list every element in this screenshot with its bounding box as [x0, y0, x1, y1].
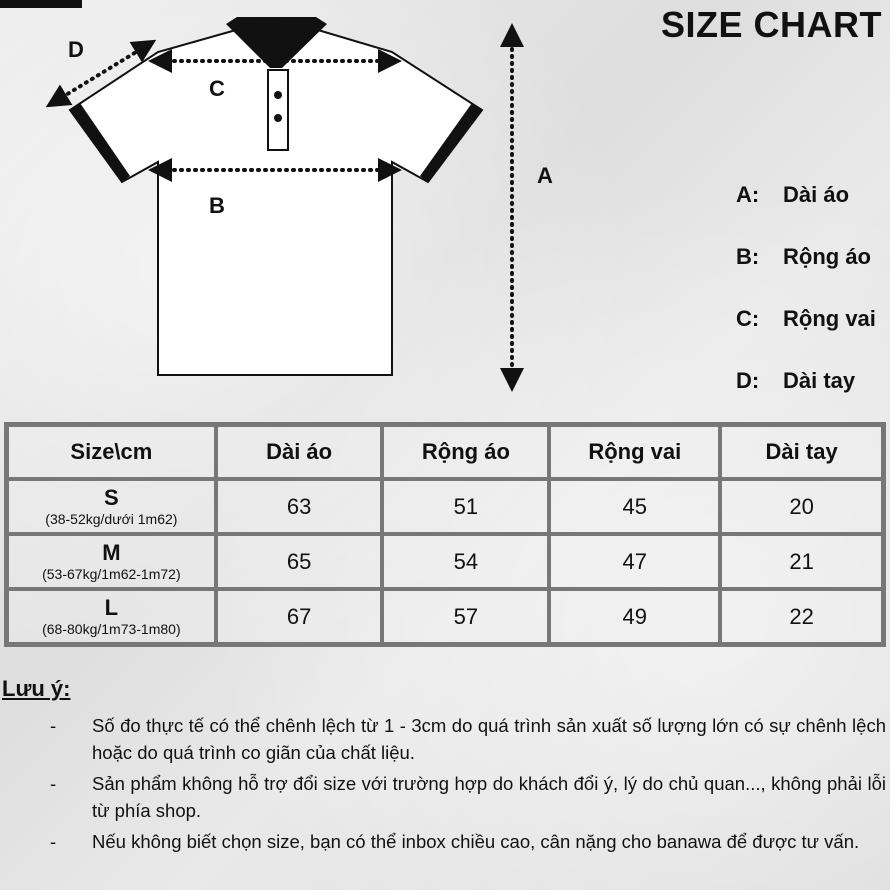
legend-key: B:: [736, 244, 760, 269]
list-item: [46, 712, 886, 766]
size-name: M: [102, 540, 121, 565]
table-cell: 57: [382, 589, 549, 644]
table-cell: 65: [216, 534, 383, 589]
table-cell: 49: [549, 589, 720, 644]
bullet-dash: -: [50, 773, 57, 794]
dim-label-a: A: [537, 163, 553, 188]
legend-label: Dài tay: [783, 368, 856, 393]
size-name: S: [104, 485, 119, 510]
bullet-dash: -: [50, 831, 57, 852]
legend-label: Rộng vai: [783, 306, 876, 331]
note-text: Sản phẩm không hỗ trợ đổi size với trường hợp do khách đổi ý, lý do chủ quan..., không phải lỗi từ phía shop.: [92, 773, 886, 821]
dim-label-b: B: [209, 193, 225, 218]
table-cell: 47: [549, 534, 720, 589]
note-text: Nếu không biết chọn size, bạn có thể inbox chiều cao, cân nặng cho banawa để được tư vấn.: [92, 831, 860, 852]
table-cell: 20: [720, 479, 883, 534]
list-item: [46, 770, 886, 824]
legend-item-d: [736, 350, 876, 412]
table-row: [7, 534, 883, 589]
legend-item-a: [736, 164, 876, 226]
table-cell: 51: [382, 479, 549, 534]
bullet-dash: -: [50, 715, 57, 736]
size-cell: [7, 534, 216, 589]
size-name: L: [104, 595, 119, 620]
button-bottom: [274, 114, 282, 122]
column-header-size: Size\cm: [7, 425, 216, 479]
table-cell: 45: [549, 479, 720, 534]
column-header-body-length: Dài áo: [216, 425, 383, 479]
legend-label: Rộng áo: [783, 244, 871, 269]
size-cell: [7, 479, 216, 534]
polo-shirt-diagram: [0, 0, 560, 400]
table-cell: 22: [720, 589, 883, 644]
table-cell: 54: [382, 534, 549, 589]
size-table: [4, 422, 886, 647]
table-row: [7, 589, 883, 644]
size-range: (53-67kg/1m62-1m72): [42, 566, 181, 582]
table-cell: 63: [216, 479, 383, 534]
legend-key: D:: [736, 368, 760, 393]
list-item: [46, 828, 886, 855]
button-top: [274, 91, 282, 99]
notes-title: Lưu ý:: [2, 676, 71, 701]
legend-key: C:: [736, 306, 760, 331]
legend-item-b: [736, 226, 876, 288]
table-cell: 21: [720, 534, 883, 589]
column-header-sleeve-length: Dài tay: [720, 425, 883, 479]
table-cell: 67: [216, 589, 383, 644]
page-title: SIZE CHART: [661, 4, 882, 45]
column-header-chest-width: Rộng áo: [382, 425, 549, 479]
legend-key: A:: [736, 182, 760, 207]
measurement-legend: [736, 164, 876, 412]
placket: [268, 70, 288, 150]
table-row: [7, 479, 883, 534]
table-header-row: [7, 425, 883, 479]
legend-label: Dài áo: [783, 182, 850, 207]
dim-label-c: C: [209, 76, 225, 101]
size-range: (68-80kg/1m73-1m80): [42, 621, 181, 637]
legend-item-c: [736, 288, 876, 350]
size-cell: [7, 589, 216, 644]
size-range: (38-52kg/dưới 1m62): [45, 511, 178, 527]
dim-label-d: D: [68, 37, 84, 62]
note-text: Số đo thực tế có thể chênh lệch từ 1 - 3cm do quá trình sản xuất số lượng lớn có sự chênh lệch hoặc do quá trình co giãn của chất liệu.: [92, 715, 886, 763]
column-header-shoulder-width: Rộng vai: [549, 425, 720, 479]
notes-list: [46, 712, 886, 859]
